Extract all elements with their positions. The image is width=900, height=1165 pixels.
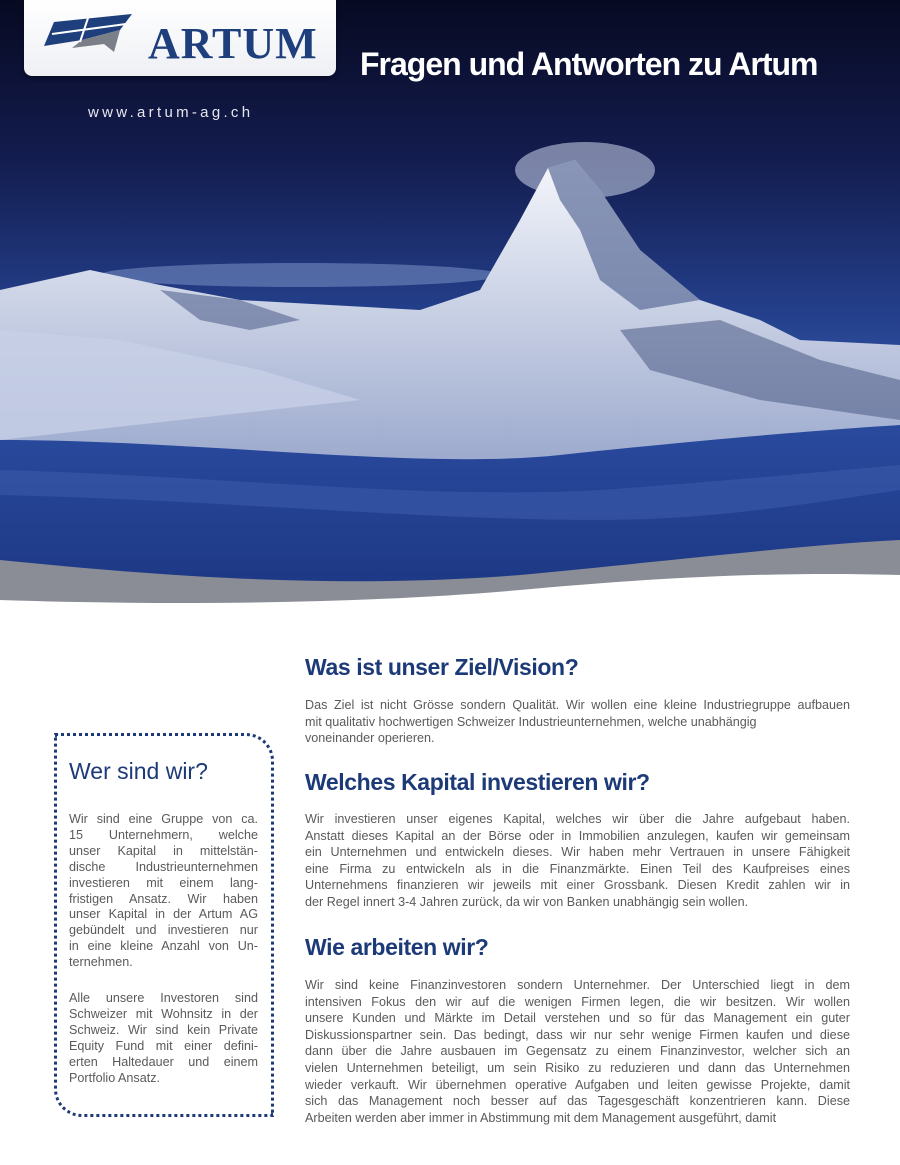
text-line: unser Kapital in mittelstän- <box>69 843 258 858</box>
text-line: 15 Unternehmern, welche <box>69 827 258 842</box>
text-line: eine Firma zu entwickeln als in die Finanzmärkte. Einen Teil des Kaufpreises eines <box>305 861 850 876</box>
paragraph-how-we-work <box>305 977 850 1126</box>
text-line: der Regel innert 3-4 Jahren zurück, da wir von Banken unabhängig sein wollen. <box>305 894 749 909</box>
text-line: ein Unternehmen und entwickeln dieses. Wir haben mehr Vertrauen in unsere Fähigkeit <box>305 845 850 860</box>
logo-text: ARTUM <box>148 19 318 68</box>
text-line: Schweiz. Wir sind kein Private <box>69 1022 258 1037</box>
text-line: vielen Unternehmen beteiligt, um sein Risiko zu reduzieren und dann das Unternehmen <box>305 1060 850 1075</box>
text-line: Diskussionspartner sein. Das bedingt, dass wir nur sehr wenige Firmen kaufen und diese <box>305 1027 850 1042</box>
paragraph-vision <box>305 697 850 747</box>
text-line: investieren mit einem lang- <box>69 875 258 890</box>
text-line: wieder verkauft. Wir übernehmen operative Aufgaben und leiten gewisse Projekte, damit <box>305 1077 850 1092</box>
text-line: Portfolio Ansatz. <box>69 1070 161 1085</box>
text-line: intensiven Fokus den wir auf die wenigen Firmen legen, die wir besitzen. Wir wollen <box>305 994 850 1009</box>
text-line: in eine kleine Anzahl von Un- <box>69 939 258 954</box>
text-line: Wir investieren unser eigenes Kapital, welches wir über die Jahre aufgebaut haben. <box>305 812 850 826</box>
text-line: Schweizer mit Wohnsitz in der <box>69 1006 258 1021</box>
heading-how-we-work: Wie arbeiten wir? <box>305 934 489 960</box>
text-line: unsere Kunden und Märkte im Detail verstehen und so für das Management ein guter <box>305 1011 850 1026</box>
heading-capital: Welches Kapital investieren wir? <box>305 769 650 795</box>
sidebar-paragraph-1 <box>69 812 258 971</box>
text-line: Wir sind keine Finanzinvestoren sondern Unternehmer. Der Unterschied liegt in dem <box>305 978 850 992</box>
text-line: erten Haltedauer und einem <box>69 1054 258 1069</box>
text-line: Das Ziel ist nicht Grösse sondern Qualität. Wir wollen eine kleine Industriegruppe aufbauen <box>305 698 850 712</box>
logo-roof-icon <box>42 12 134 56</box>
text-line: Anstatt dieses Kapital an der Börse oder in Immobilien anzulegen, kaufen wir gemeinsam <box>305 828 850 843</box>
sidebar-heading: Wer sind wir? <box>69 758 208 784</box>
website-link[interactable]: www.artum-ag.ch <box>88 104 254 121</box>
text-line: dische Industrieunternehmen <box>69 859 258 874</box>
heading-vision: Was ist unser Ziel/Vision? <box>305 654 579 680</box>
text-line: dann über die Jahre ausbauen im Gegensatz zu einem Finanzinvestor, welcher sich an <box>305 1044 850 1059</box>
text-line: voneinander operieren. <box>305 731 435 746</box>
text-line: Alle unsere Investoren sind <box>69 991 258 1005</box>
paragraph-capital <box>305 811 850 911</box>
text-line: unser Kapital in der Artum AG <box>69 907 258 922</box>
text-line: ternehmen. <box>69 955 133 970</box>
text-line: Arbeiten werden aber immer in Abstimmung mit dem Management ausgeführt, damit <box>305 1110 777 1125</box>
text-line: fristigen Ansatz. Wir haben <box>69 891 258 906</box>
sidebar-paragraph-2 <box>69 991 258 1086</box>
text-line: mit qualitativ hochwertigen Schweizer Industrieunternehmen, welche unabhängig <box>305 714 757 729</box>
text-line: Unternehmens finanzieren wir jeweils mit einer Grossbank. Diesen Kredit zahlen wir in <box>305 878 850 893</box>
text-line: Wir sind eine Gruppe von ca. <box>69 812 258 826</box>
document-title: Fragen und Antworten zu Artum <box>360 46 818 82</box>
logo[interactable] <box>24 0 336 76</box>
text-line: gebündelt und investieren nur <box>69 923 258 938</box>
text-line: sich das Management noch besser auf das Tagesgeschäft konzentrieren kann. Diese <box>305 1094 850 1109</box>
text-line: Equity Fund mit einer defini- <box>69 1038 258 1053</box>
